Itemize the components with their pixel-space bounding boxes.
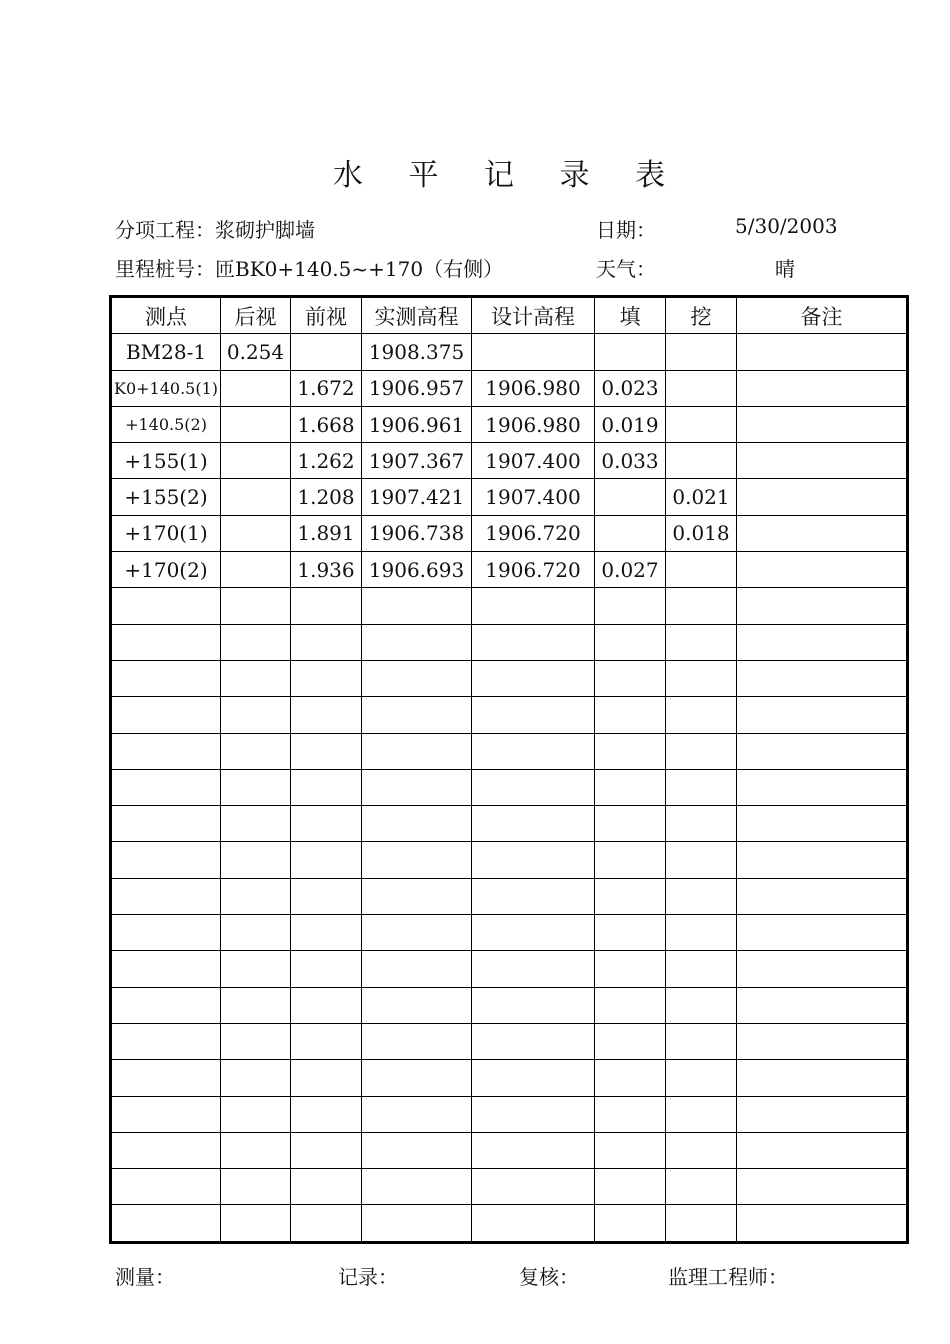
table-cell: 0.023 <box>595 370 666 406</box>
table-cell: 1.672 <box>291 370 362 406</box>
table-cell <box>362 697 472 733</box>
table-cell <box>595 479 666 515</box>
table-row <box>111 624 908 660</box>
page-title: 水 平 记 录 表 <box>332 158 684 193</box>
table-cell <box>362 987 472 1023</box>
table-cell <box>291 334 362 370</box>
station-line <box>115 253 503 282</box>
table-cell <box>221 1132 291 1168</box>
table-row <box>111 842 908 878</box>
table-cell <box>221 1096 291 1132</box>
table-cell <box>221 951 291 987</box>
table-row <box>111 987 908 1023</box>
station-label: 里程桩号： <box>115 257 215 281</box>
table-cell <box>737 915 908 951</box>
table-cell <box>362 588 472 624</box>
table-cell <box>221 370 291 406</box>
table-cell <box>595 769 666 805</box>
table-row <box>111 1205 908 1242</box>
table-cell <box>737 1060 908 1096</box>
table-row <box>111 588 908 624</box>
record-signature: 记录： <box>338 1265 398 1289</box>
table-cell <box>472 1096 595 1132</box>
table-cell <box>737 406 908 442</box>
table-cell <box>595 697 666 733</box>
table-cell <box>666 878 737 914</box>
table-cell <box>595 878 666 914</box>
table-row <box>111 406 908 442</box>
table-cell <box>291 660 362 696</box>
table-cell <box>111 624 221 660</box>
table-cell <box>291 588 362 624</box>
table-cell <box>111 1023 221 1059</box>
table-cell <box>111 1096 221 1132</box>
table-row <box>111 1169 908 1205</box>
table-cell <box>291 697 362 733</box>
table-row <box>111 769 908 805</box>
table-cell <box>362 915 472 951</box>
table-cell: 1906.738 <box>362 515 472 551</box>
table-cell <box>737 987 908 1023</box>
table-cell: 1908.375 <box>362 334 472 370</box>
table-row <box>111 479 908 515</box>
table-cell <box>595 915 666 951</box>
table-cell <box>737 624 908 660</box>
table-cell <box>666 915 737 951</box>
table-cell <box>111 842 221 878</box>
table-cell <box>666 987 737 1023</box>
table-cell <box>737 769 908 805</box>
table-cell <box>595 733 666 769</box>
table-row <box>111 806 908 842</box>
table-cell <box>737 370 908 406</box>
table-cell <box>291 842 362 878</box>
table-cell <box>666 406 737 442</box>
table-row <box>111 443 908 479</box>
table-cell <box>221 406 291 442</box>
table-cell: 0.254 <box>221 334 291 370</box>
table-cell <box>291 1169 362 1205</box>
table-cell <box>291 1132 362 1168</box>
table-cell <box>472 769 595 805</box>
table-cell <box>666 733 737 769</box>
table-cell <box>737 588 908 624</box>
table-cell <box>291 878 362 914</box>
table-cell <box>737 1096 908 1132</box>
table-cell <box>221 878 291 914</box>
table-cell: 1.891 <box>291 515 362 551</box>
table-cell <box>666 370 737 406</box>
table-cell <box>666 1023 737 1059</box>
table-row <box>111 515 908 551</box>
table-cell <box>291 1023 362 1059</box>
table-row <box>111 334 908 370</box>
table-row <box>111 552 908 588</box>
table-cell <box>472 733 595 769</box>
table-cell: 0.027 <box>595 552 666 588</box>
table-cell: +155(2) <box>111 479 221 515</box>
table-cell <box>737 479 908 515</box>
table-cell <box>362 878 472 914</box>
table-cell <box>111 951 221 987</box>
table-cell <box>111 915 221 951</box>
table-header-row <box>111 297 908 334</box>
table-cell <box>472 334 595 370</box>
table-cell: 1907.400 <box>472 443 595 479</box>
table-row <box>111 878 908 914</box>
table-cell <box>221 842 291 878</box>
table-cell <box>362 733 472 769</box>
table-cell <box>472 878 595 914</box>
table-cell <box>221 733 291 769</box>
table-cell <box>221 1169 291 1205</box>
table-cell <box>737 660 908 696</box>
table-cell <box>737 552 908 588</box>
table-cell: 1906.720 <box>472 552 595 588</box>
table-cell <box>362 951 472 987</box>
table-cell <box>666 624 737 660</box>
weather-label: 天气： <box>596 257 656 281</box>
table-cell <box>595 334 666 370</box>
col-header-cut: 挖 <box>666 297 737 334</box>
table-cell: 1907.421 <box>362 479 472 515</box>
table-cell <box>595 806 666 842</box>
station-value: 匝BK0+140.5~+170（右侧） <box>215 257 504 281</box>
table-cell <box>111 806 221 842</box>
table-cell <box>737 1205 908 1242</box>
table-cell <box>291 987 362 1023</box>
table-cell <box>291 1060 362 1096</box>
table-cell <box>666 697 737 733</box>
table-cell: 1907.400 <box>472 479 595 515</box>
supervisor-signature: 监理工程师： <box>668 1265 788 1289</box>
col-header-design-elevation: 设计高程 <box>472 297 595 334</box>
project-label: 分项工程： <box>115 218 215 242</box>
table-row <box>111 951 908 987</box>
table-cell <box>666 1169 737 1205</box>
table-cell: 1906.980 <box>472 370 595 406</box>
table-cell <box>666 552 737 588</box>
table-cell <box>595 1132 666 1168</box>
table-cell: 0.018 <box>666 515 737 551</box>
table-cell <box>472 1169 595 1205</box>
table-cell <box>737 515 908 551</box>
table-cell <box>291 1096 362 1132</box>
table-row <box>111 733 908 769</box>
date-label: 日期： <box>596 218 656 242</box>
table-cell <box>291 951 362 987</box>
project-line <box>115 214 315 243</box>
table-cell <box>666 842 737 878</box>
review-signature: 复核： <box>519 1265 579 1289</box>
table-cell: 1907.367 <box>362 443 472 479</box>
table-cell <box>737 878 908 914</box>
table-cell <box>472 987 595 1023</box>
table-row <box>111 1132 908 1168</box>
col-header-foresight: 前视 <box>291 297 362 334</box>
table-cell <box>472 660 595 696</box>
table-row <box>111 660 908 696</box>
table-cell <box>472 1060 595 1096</box>
table-cell <box>111 660 221 696</box>
table-row <box>111 697 908 733</box>
table-cell <box>221 987 291 1023</box>
table-row <box>111 1060 908 1096</box>
table-cell <box>362 624 472 660</box>
table-cell: +170(1) <box>111 515 221 551</box>
table-cell <box>221 479 291 515</box>
date-value: 5/30/2003 <box>735 214 838 238</box>
table-cell <box>362 1060 472 1096</box>
table-cell: 1906.980 <box>472 406 595 442</box>
table-cell <box>291 624 362 660</box>
table-cell: +170(2) <box>111 552 221 588</box>
table-cell <box>595 1023 666 1059</box>
table-cell: +155(1) <box>111 443 221 479</box>
table-cell <box>666 334 737 370</box>
table-cell <box>221 552 291 588</box>
table-cell <box>362 806 472 842</box>
table-cell <box>737 443 908 479</box>
table-cell <box>595 624 666 660</box>
table-cell <box>595 1205 666 1242</box>
col-header-remarks: 备注 <box>737 297 908 334</box>
table-cell <box>472 697 595 733</box>
table-cell <box>221 1060 291 1096</box>
table-cell <box>111 697 221 733</box>
table-cell <box>472 588 595 624</box>
table-cell <box>666 806 737 842</box>
table-cell <box>362 1169 472 1205</box>
table-cell <box>737 1132 908 1168</box>
table-cell <box>472 806 595 842</box>
table-cell <box>221 697 291 733</box>
table-cell <box>111 588 221 624</box>
table-row <box>111 1096 908 1132</box>
table-cell <box>362 660 472 696</box>
table-cell <box>111 987 221 1023</box>
table-cell: 1.936 <box>291 552 362 588</box>
table-cell <box>666 1096 737 1132</box>
table-cell: 1.262 <box>291 443 362 479</box>
table-row <box>111 1023 908 1059</box>
table-cell: 0.021 <box>666 479 737 515</box>
col-header-backsight: 后视 <box>221 297 291 334</box>
table-cell: 0.033 <box>595 443 666 479</box>
table-cell <box>666 1060 737 1096</box>
project-value: 浆砌护脚墙 <box>215 218 315 242</box>
table-cell <box>666 1132 737 1168</box>
table-cell <box>595 660 666 696</box>
table-cell <box>472 624 595 660</box>
table-cell <box>291 806 362 842</box>
table-cell <box>111 1205 221 1242</box>
table-cell <box>221 915 291 951</box>
table-cell <box>111 1169 221 1205</box>
table-cell <box>362 1023 472 1059</box>
table-cell <box>472 1132 595 1168</box>
table-cell <box>111 769 221 805</box>
table-cell <box>737 951 908 987</box>
table-cell <box>666 588 737 624</box>
table-cell <box>472 1023 595 1059</box>
survey-signature: 测量： <box>115 1265 175 1289</box>
table-cell <box>291 915 362 951</box>
table-cell <box>221 806 291 842</box>
table-cell <box>362 1205 472 1242</box>
table-cell <box>111 1060 221 1096</box>
table-cell <box>595 1096 666 1132</box>
table-cell: 1.668 <box>291 406 362 442</box>
table-cell <box>291 733 362 769</box>
table-cell <box>221 624 291 660</box>
table-cell <box>737 842 908 878</box>
table-cell <box>666 1205 737 1242</box>
table-cell <box>595 951 666 987</box>
table-cell <box>737 733 908 769</box>
table-cell <box>291 769 362 805</box>
table-cell <box>595 1060 666 1096</box>
table-row <box>111 370 908 406</box>
table-cell <box>472 842 595 878</box>
table-cell <box>221 660 291 696</box>
table-cell <box>221 588 291 624</box>
table-cell <box>666 660 737 696</box>
table-cell <box>221 1023 291 1059</box>
table-cell: 1906.961 <box>362 406 472 442</box>
table-cell <box>595 588 666 624</box>
table-cell <box>737 1169 908 1205</box>
table-cell <box>666 443 737 479</box>
table-cell <box>737 1023 908 1059</box>
table-cell <box>291 1205 362 1242</box>
table-cell <box>362 1132 472 1168</box>
table-row <box>111 915 908 951</box>
col-header-measured-elevation: 实测高程 <box>362 297 472 334</box>
table-cell <box>362 1096 472 1132</box>
table-cell <box>666 951 737 987</box>
table-cell <box>111 733 221 769</box>
table-cell <box>472 951 595 987</box>
level-record-table <box>109 295 909 1244</box>
table-cell <box>472 1205 595 1242</box>
table-cell <box>595 515 666 551</box>
table-cell: BM28-1 <box>111 334 221 370</box>
table-cell <box>221 443 291 479</box>
weather-value: 晴 <box>775 257 795 281</box>
table-cell <box>111 878 221 914</box>
table-cell <box>362 769 472 805</box>
table-cell: 1.208 <box>291 479 362 515</box>
table-cell <box>221 1205 291 1242</box>
table-cell <box>595 1169 666 1205</box>
table-cell <box>737 697 908 733</box>
table-cell <box>472 915 595 951</box>
table-cell <box>595 842 666 878</box>
table-cell: K0+140.5(1) <box>111 370 221 406</box>
table-cell <box>595 987 666 1023</box>
table-cell: 1906.720 <box>472 515 595 551</box>
table-cell <box>362 842 472 878</box>
table-cell <box>666 769 737 805</box>
table-cell <box>221 769 291 805</box>
table-cell <box>737 806 908 842</box>
table-cell: 1906.957 <box>362 370 472 406</box>
table-cell <box>221 515 291 551</box>
table-cell: +140.5(2) <box>111 406 221 442</box>
col-header-point: 测点 <box>111 297 221 334</box>
table-cell <box>737 334 908 370</box>
table-cell <box>111 1132 221 1168</box>
col-header-fill: 填 <box>595 297 666 334</box>
table-cell: 1906.693 <box>362 552 472 588</box>
table-cell: 0.019 <box>595 406 666 442</box>
